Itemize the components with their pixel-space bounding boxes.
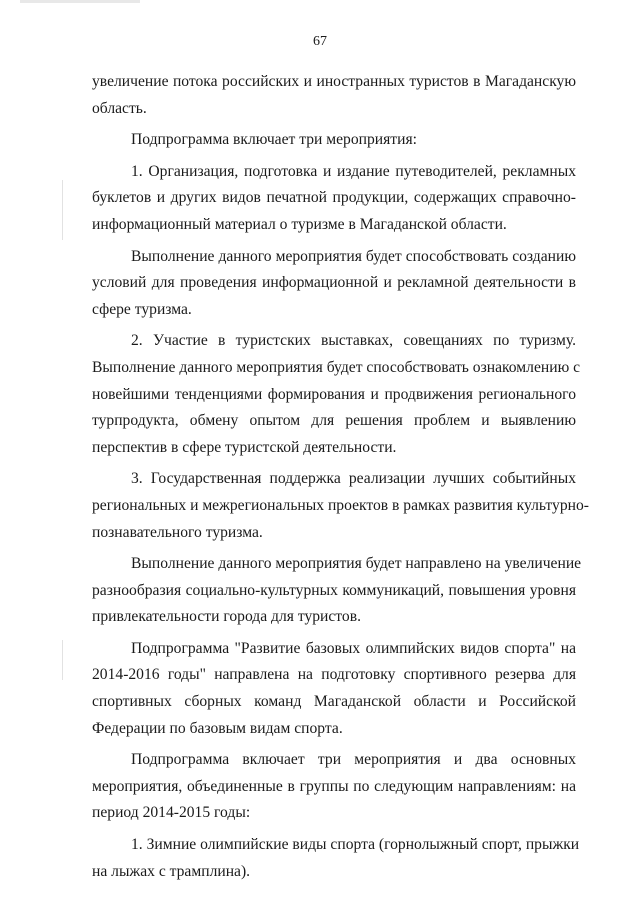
text-line: буклетов и других видов печатной продукции, содержащих справочно- [92,189,576,207]
text-line: 1. Зимние олимпийские виды спорта (горнолыжный спорт, прыжки [131,836,580,854]
text-line: познавательного туризма. [92,523,263,541]
text-line: 2014-2016 годы" направлена на подготовку спортивного резерва для [92,666,576,684]
paragraph [92,466,589,546]
scan-artifact [20,0,140,3]
paragraph [92,127,576,154]
text-line: увеличение потока российских и иностранных туристов в Магаданскую [92,73,576,90]
text-line: период 2014-2015 годы: [92,804,251,822]
text-line: 2. Участие в туристских выставках, совещаниях по туризму. [131,332,576,350]
paragraph [92,747,576,827]
scan-artifact [62,640,63,680]
text-line: 1. Организация, подготовка и издание путеводителей, рекламных [131,162,576,180]
paragraph [92,636,576,742]
text-line: новейшими тенденциями формирования и продвижения регионального [92,385,576,403]
text-line: Выполнение данного мероприятия будет способствовать ознакомлению с [92,358,581,376]
paragraph [92,159,576,239]
text-line: 3. Государственная поддержка реализации лучших событийных [131,470,576,488]
text-line: условий для проведения информационной и рекламной деятельности в [92,274,576,292]
text-line: Выполнение данного мероприятия будет способствовать созданию [131,247,576,265]
text-line: региональных и межрегиональных проектов в рамках развития культурно- [92,496,589,514]
scan-artifact [62,180,63,240]
text-line: Федерации по базовым видам спорта. [92,719,343,737]
text-line: Подпрограмма "Развитие базовых олимпийских видов спорта" на [131,639,576,657]
text-line: на лыжах с трамплина). [92,862,251,880]
text-line: Подпрограмма включает три мероприятия: [131,131,417,149]
document-body [92,69,589,890]
text-line: турпродукта, обмену опытом для решения проблем и выявлению [92,412,576,430]
text-line: Подпрограмма включает три мероприятия и два основных [131,751,576,769]
paragraph [92,832,580,885]
text-line: перспектив в сфере туристской деятельности. [92,438,397,456]
paragraph [92,244,576,324]
text-line: область. [92,99,147,117]
text-line: информационный материал о туризме в Магаданской области. [92,215,507,233]
text-line: спортивных сборных команд Магаданской области и Российской [92,693,576,711]
paragraph [92,69,576,122]
text-line: сфере туризма. [92,300,192,318]
paragraph [92,551,582,631]
text-line: разнообразия социально-культурных коммуникаций, повышения уровня [92,581,576,599]
text-line: привлекательности города для туристов. [92,608,361,626]
text-line: Выполнение данного мероприятия будет направлено на увеличение [131,555,582,573]
paragraph [92,328,581,461]
page-number: 67 [313,34,327,49]
text-line: мероприятия, объединенные в группы по следующим направлениям: на [92,777,576,795]
